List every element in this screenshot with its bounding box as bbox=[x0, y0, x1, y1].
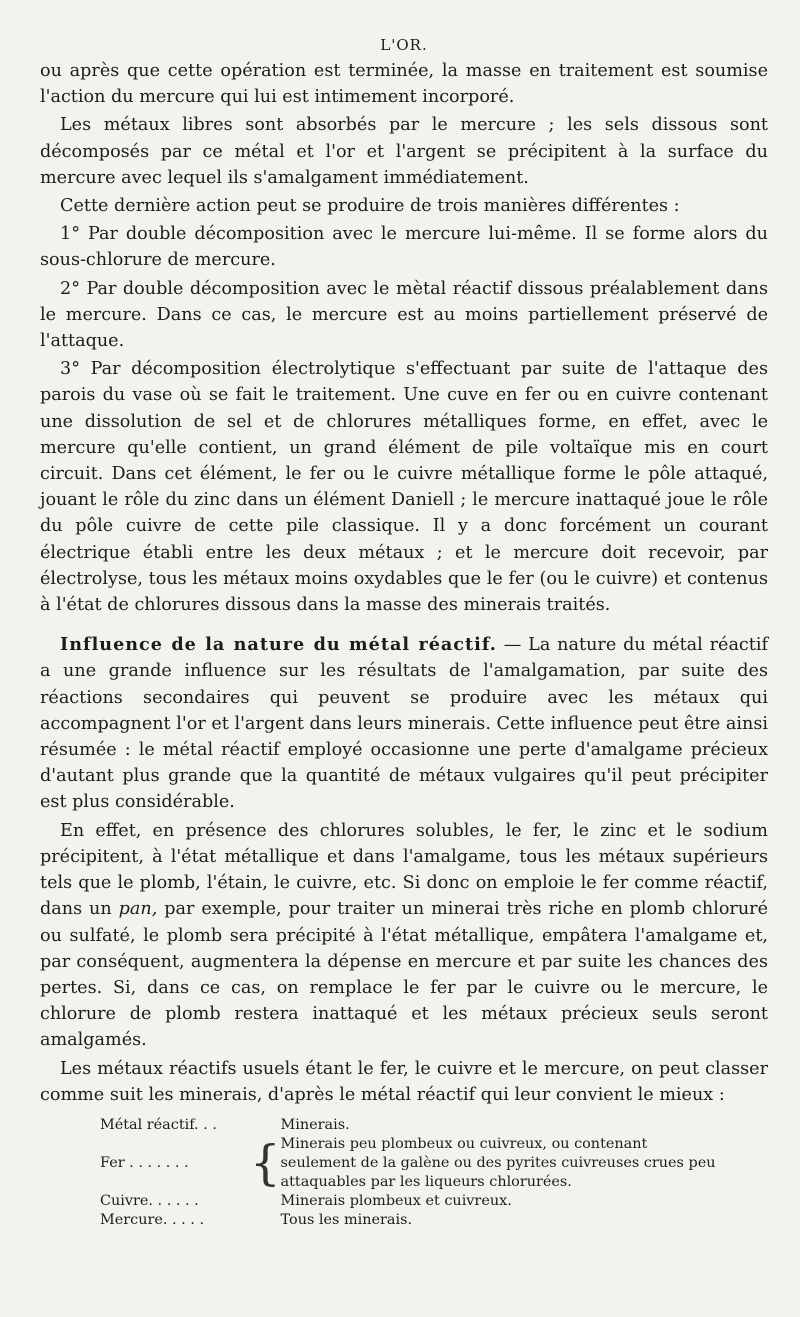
paragraph-text: En effet, en présence des chlorures solubles, le fer, le zinc et le sodium précipitent, à l'état métallique et dans l'amalgame, tous les métaux supérieurs tels que le plomb, l'étain, le cuivre, etc. Si donc on emploie le fer comme réactif, dans un bbox=[40, 820, 768, 920]
paragraph: Les métaux libres sont absorbés par le mercure ; les sels dissous sont décomposés par ce métal et l'or et l'argent se précipitent à la surface du mercure avec lequel ils s'amalgament immédiatement. bbox=[40, 115, 768, 188]
table-row-desc: Minerais peu plombeux ou cuivreux, ou contenant seulement de la galène ou des pyrites cuivreuses crues peu attaquables par les liqueurs chlorurées. bbox=[280, 1135, 716, 1190]
table-header-row bbox=[100, 1116, 721, 1135]
table-header-label: Métal réactif. . . bbox=[100, 1116, 217, 1133]
section-paragraph bbox=[40, 632, 768, 815]
paragraph: Les métaux réactifs usuels étant le fer, le cuivre et le mercure, on peut classer comme suit les minerais, d'après le métal réactif qui leur convient le mieux : bbox=[40, 1058, 768, 1105]
running-header: L'OR. bbox=[380, 36, 428, 54]
italic-term: pan, bbox=[118, 899, 158, 920]
table-row-label: Cuivre. . . . . . bbox=[100, 1192, 199, 1209]
page bbox=[40, 0, 768, 1230]
paragraph bbox=[40, 818, 768, 1054]
table-row-label: Mercure. . . . . bbox=[100, 1211, 205, 1228]
paragraph: ou après que cette opération est terminée, la masse en traitement est soumise l'action du mercure qui lui est intimement incorporé. bbox=[40, 61, 768, 108]
section-text: — La nature du métal réactif a une grande influence sur les résultats de l'amalgamation, par suite des réactions secondaires qui peuvent se produire avec les métaux qui accompagnent l'or et l'argent dans leurs minerais. Cette influence peut être ainsi résumée : le métal réactif employé occasionne une perte d'amalgame précieux d'autant plus grande que la quantité de métaux vulgaires qu'il peut précipiter est plus considérable. bbox=[40, 635, 768, 813]
table-row-label: Fer . . . . . . . bbox=[100, 1154, 189, 1171]
table-row-desc: Tous les minerais. bbox=[280, 1211, 413, 1228]
table-row-desc: Minerais plombeux et cuivreux. bbox=[280, 1192, 512, 1209]
table-row bbox=[100, 1211, 721, 1230]
paragraph: 3° Par décomposition électrolytique s'effectuant par suite de l'attaque des parois du vase où se fait le traitement. Une cuve en fer ou en cuivre contenant une dissolution de sel et de chlorures métalliques forme, en effet, avec le mercure qu'elle contient, un grand élément de pile voltaïque mis en court circuit. Dans cet élément, le fer ou le cuivre métallique forme le pôle attaqué, jouant le rôle du zinc dans un élément Daniell ; le mercure inattaqué joue le rôle du pôle cuivre de cette pile classique. Il y a donc forcément un courant électrique établi entre les deux métaux ; et le mercure doit recevoir, par électrolyse, tous les métaux moins oxydables que le fer (ou le cuivre) et contenus à l'état de chlorures dissous dans la masse des minerais traités. bbox=[40, 359, 768, 616]
brace-icon: { bbox=[250, 1135, 281, 1192]
paragraph: 1° Par double décomposition avec le mercure lui-même. Il se forme alors du sous-chlorure de mercure. bbox=[40, 224, 768, 271]
paragraph: Cette dernière action peut se produire de trois manières différentes : bbox=[60, 196, 680, 217]
table-row bbox=[100, 1135, 721, 1192]
table-row bbox=[100, 1192, 721, 1211]
paragraph-text: par exemple, pour traiter un minerai très riche en plomb chloruré ou sulfaté, le plomb sera précipité à l'état métallique, empâtera l'amalgame et, par conséquent, augmentera la dépense en mercure et par suite les chances des pertes. Si, dans ce cas, on remplace le fer par le cuivre ou le mercure, le chlorure de plomb restera inattaqué et les métaux précieux seuls seront amalgamés. bbox=[40, 899, 768, 1051]
table-header-desc: Minerais. bbox=[280, 1116, 350, 1133]
section-heading: Influence de la nature du métal réactif. bbox=[60, 634, 497, 656]
reagent-table bbox=[100, 1116, 721, 1230]
paragraph: 2° Par double décomposition avec le mètal réactif dissous préalablement dans le mercure. Dans ce cas, le mercure est au moins partiellement préservé de l'attaque. bbox=[40, 278, 768, 352]
